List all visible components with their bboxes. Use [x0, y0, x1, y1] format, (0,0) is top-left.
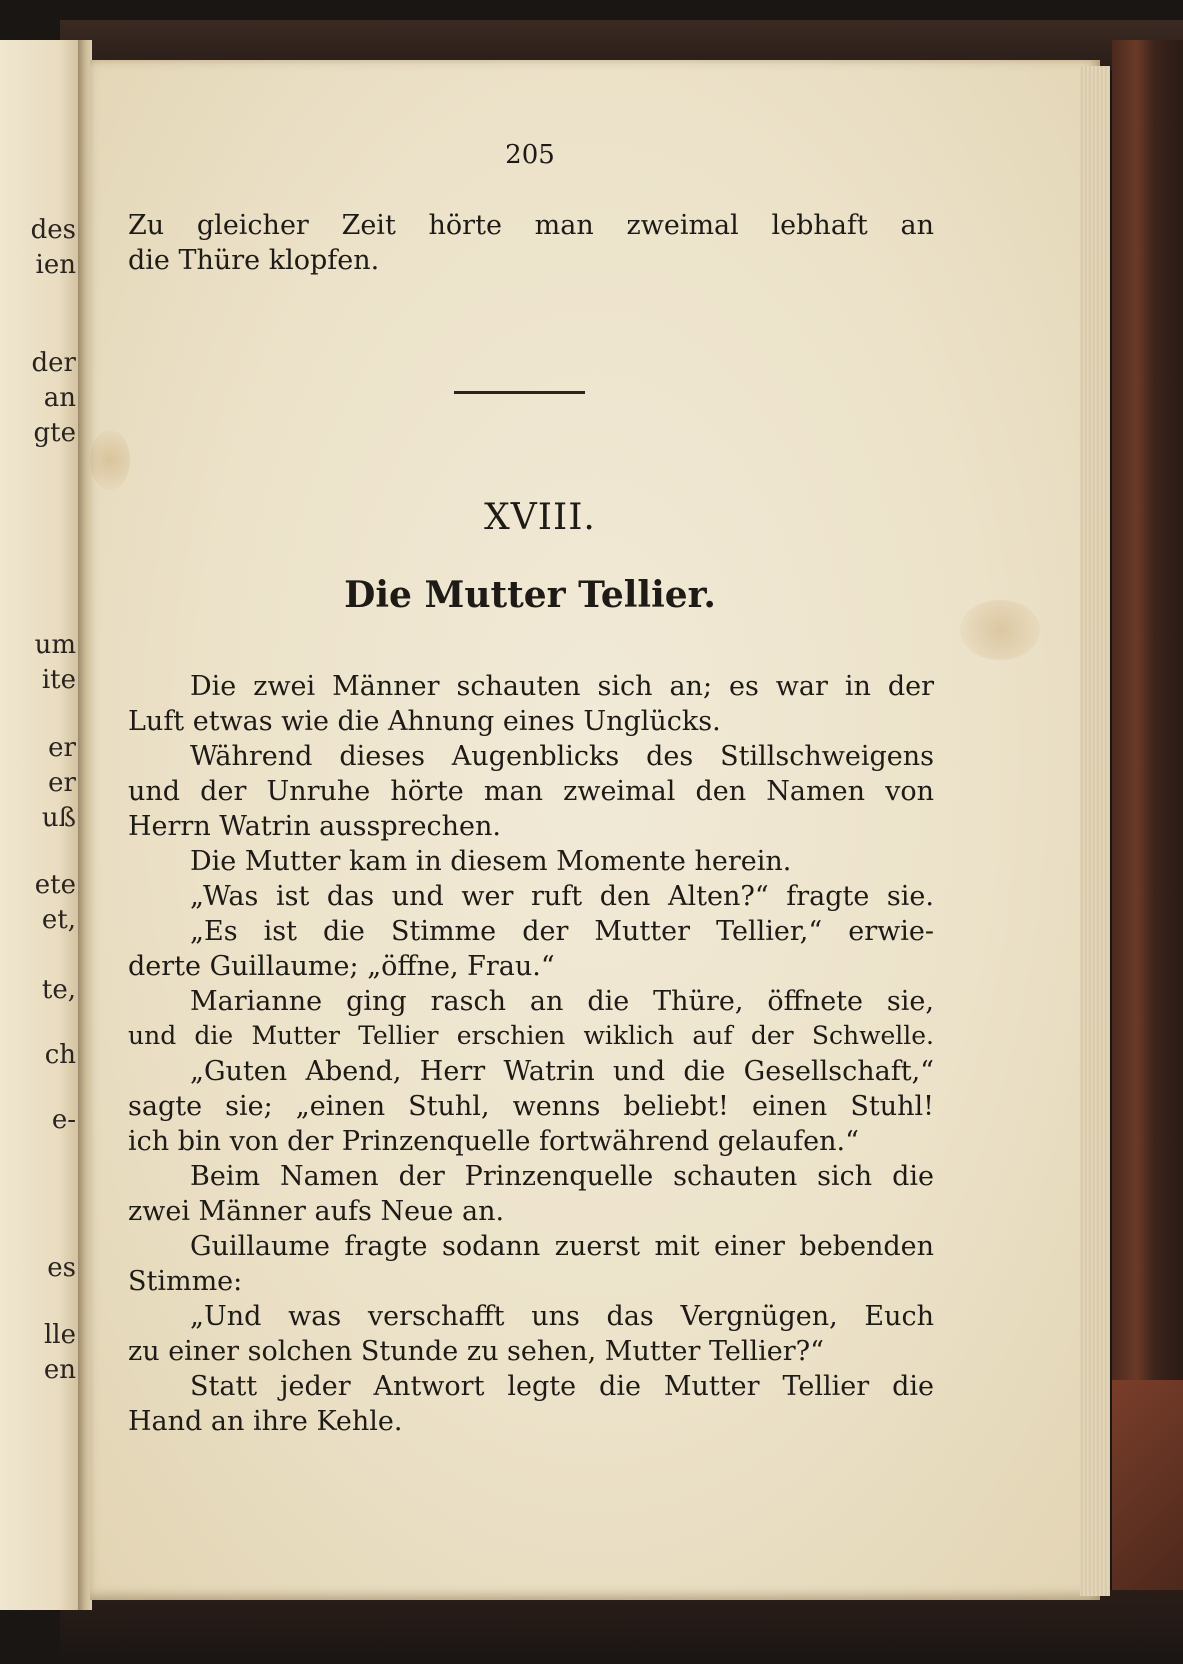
text-line: Beim Namen der Prinzenquelle schauten sich die	[190, 1161, 934, 1192]
left-page-fragment: er	[48, 733, 76, 763]
left-page-fragment: er	[48, 768, 76, 798]
left-page-fragment: des	[30, 215, 76, 245]
chapter-number: XVIII.	[484, 497, 596, 538]
text-line: Marianne ging rasch an die Thüre, öffnete sie,	[190, 986, 934, 1017]
text-line: Die zwei Männer schauten sich an; es war in der	[190, 671, 934, 702]
text-line: „Was ist das und wer ruft den Alten?“ fragte sie.	[190, 881, 934, 912]
text-line: die Thüre klopfen.	[128, 245, 380, 276]
chapter-title: Die Mutter Tellier.	[344, 574, 716, 616]
left-page-fragment: en	[43, 1355, 76, 1385]
text-line: „Guten Abend, Herr Watrin und die Gesellschaft,“	[190, 1056, 934, 1087]
text-line: Guillaume fragte sodann zuerst mit einer bebenden	[190, 1231, 934, 1262]
text-line: Statt jeder Antwort legte die Mutter Tellier die	[190, 1371, 934, 1402]
left-page-fragment: te,	[41, 975, 76, 1005]
section-rule	[454, 391, 585, 394]
left-page-fragment: ien	[35, 250, 76, 280]
left-page-fragment: et,	[41, 905, 76, 935]
left-page-edge	[0, 40, 84, 1610]
left-page-fragment: uß	[41, 803, 76, 833]
book-cover-corner	[1112, 1380, 1183, 1600]
paper-stain	[90, 430, 130, 490]
text-line: zu einer solchen Stunde zu sehen, Mutter Tellier?“	[128, 1336, 824, 1367]
text-line: und die Mutter Tellier erschien wiklich auf der Schwelle.	[128, 1021, 934, 1050]
text-line: zwei Männer aufs Neue an.	[128, 1196, 505, 1227]
left-page-fragment: gte	[33, 418, 76, 448]
paper-stain	[960, 600, 1040, 660]
left-page-fragment: der	[31, 348, 76, 378]
left-page-fragment: e-	[51, 1105, 76, 1135]
left-page-fragment: lle	[43, 1320, 76, 1350]
text-line: ich bin von der Prinzenquelle fortwährend gelaufen.“	[128, 1126, 859, 1157]
text-line: Hand an ihre Kehle.	[128, 1406, 403, 1437]
left-page-fragment: um	[34, 630, 76, 660]
text-line: derte Guillaume; „öffne, Frau.“	[128, 951, 555, 982]
text-line: „Und was verschafft uns das Vergnügen, Euch	[190, 1301, 934, 1332]
left-page-fragment: ch	[44, 1040, 76, 1070]
page-edges	[1080, 66, 1110, 1596]
text-line: Während dieses Augenblicks des Stillschweigens	[190, 741, 934, 772]
text-line: und der Unruhe hörte man zweimal den Namen von	[128, 776, 934, 807]
text-line: sagte sie; „einen Stuhl, wenns beliebt! einen Stuhl!	[128, 1091, 934, 1122]
text-line: Stimme:	[128, 1266, 243, 1297]
text-line: Herrn Watrin aussprechen.	[128, 811, 502, 842]
left-page-fragment: an	[43, 383, 76, 413]
left-page-fragment: ete	[34, 870, 76, 900]
text-line: „Es ist die Stimme der Mutter Tellier,“ erwie-	[190, 916, 934, 947]
book-cover-right	[1112, 40, 1183, 1600]
text-line: Zu gleicher Zeit hörte man zweimal lebhaft an	[128, 210, 934, 241]
text-line: Luft etwas wie die Ahnung eines Unglücks.	[128, 706, 721, 737]
left-page-fragment: ite	[41, 665, 76, 695]
book-cover-bottom	[60, 1590, 1183, 1664]
page-number: 205	[505, 140, 555, 170]
text-line: Die Mutter kam in diesem Momente herein.	[190, 846, 792, 877]
left-page-fragment: es	[47, 1253, 76, 1283]
